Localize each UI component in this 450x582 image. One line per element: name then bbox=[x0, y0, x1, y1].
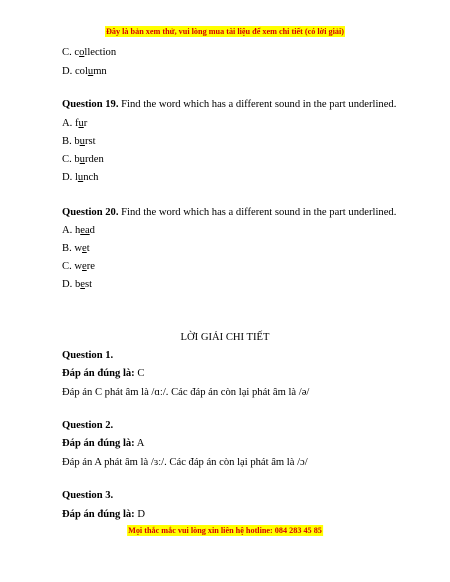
q20-option-a: A. head bbox=[62, 225, 95, 236]
q18-option-c: C. collection bbox=[62, 47, 117, 58]
answer-3-question: Question 3. bbox=[62, 490, 114, 501]
q19-option-c: C. burden bbox=[62, 154, 104, 165]
answer-3-result: Đáp án đúng là: D bbox=[62, 509, 146, 520]
hotline-banner: Mọi thắc mắc vui lòng xin liên hệ hotline: 084 283 45 85 bbox=[128, 526, 322, 535]
q19-option-d: D. lunch bbox=[62, 172, 99, 183]
q20-option-c: C. were bbox=[62, 261, 95, 272]
q20-option-b: B. wet bbox=[62, 243, 90, 254]
q20-option-d: D. best bbox=[62, 279, 93, 290]
q20-prompt: Question 20. Find the word which has a different sound in the part underlined. bbox=[62, 207, 397, 218]
answer-1-result: Đáp án đúng là: C bbox=[62, 368, 145, 379]
solutions-heading: LỜI GIẢI CHI TIẾT bbox=[180, 332, 270, 343]
answer-1-question: Question 1. bbox=[62, 350, 114, 361]
answer-2-result: Đáp án đúng là: A bbox=[62, 438, 145, 449]
q19-option-a: A. fur bbox=[62, 118, 88, 129]
preview-notice-banner: Đây là bản xem thử, vui lòng mua tài liệu để xem chi tiết (có lời giải) bbox=[105, 27, 345, 36]
q19-prompt: Question 19. Find the word which has a different sound in the part underlined. bbox=[62, 99, 397, 110]
answer-2-question: Question 2. bbox=[62, 420, 114, 431]
q19-option-b: B. burst bbox=[62, 136, 96, 147]
answer-2-explanation: Đáp án A phát âm là /ɜː/. Các đáp án còn lại phát âm là /ɔ/ bbox=[62, 457, 308, 468]
q18-option-d: D. column bbox=[62, 66, 107, 77]
answer-1-explanation: Đáp án C phát âm là /ɑː/. Các đáp án còn lại phát âm là /ə/ bbox=[62, 387, 310, 398]
